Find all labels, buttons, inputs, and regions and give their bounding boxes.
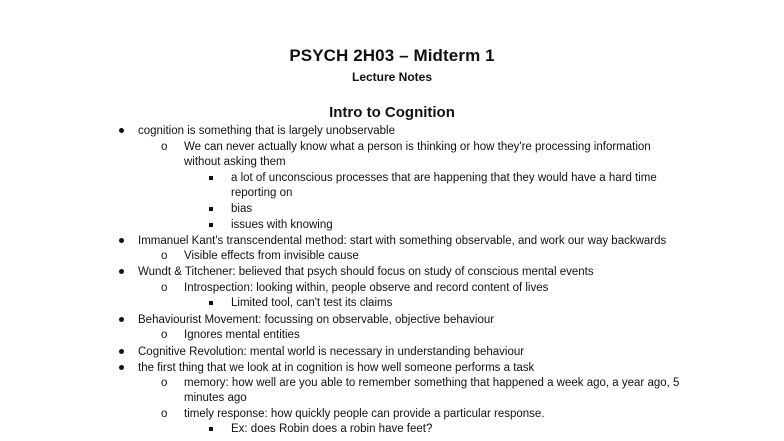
bullet-text: Introspection: looking within, people observe and record content of lives [184, 282, 549, 294]
bullet-text: Behaviourist Movement: focussing on observable, objective behaviour [138, 314, 495, 326]
bullet-text-continued: without asking them [184, 156, 286, 168]
bullet-dot [119, 269, 124, 274]
bullet-dot [119, 349, 124, 354]
bullet-dot [119, 317, 124, 322]
bullet-square [209, 207, 213, 211]
bullet-text: cognition is something that is largely unobservable [138, 125, 395, 137]
section-heading: Intro to Cognition [329, 104, 455, 121]
bullet-square [209, 223, 213, 227]
bullet-text: the first thing that we look at in cognition is how well someone performs a task [138, 362, 535, 374]
bullet-text: timely response: how quickly people can provide a particular response. [184, 408, 545, 420]
bullet-text: bias [231, 203, 253, 215]
bullet-circle: o [161, 141, 168, 153]
bullet-text: Cognitive Revolution: mental world is necessary in understanding behaviour [138, 346, 525, 358]
bullet-text: a lot of unconscious processes that are happening that they would have a hard time [231, 172, 657, 184]
bullet-text: Immanuel Kant's transcendental method: start with something observable, and work our way backwards [138, 235, 667, 247]
bullet-text: issues with knowing [231, 219, 333, 231]
document-title: PSYCH 2H03 – Midterm 1 [289, 46, 495, 65]
bullet-text: memory: how well are you able to remember something that happened a week ago, a year ago, 5 [184, 377, 680, 389]
bullet-square [209, 301, 213, 305]
bullet-square [209, 176, 213, 180]
bullet-dot [119, 128, 124, 133]
bullet-circle: o [161, 282, 168, 294]
bullet-text: Ignores mental entities [184, 329, 300, 341]
bullet-circle: o [161, 408, 168, 420]
bullet-circle: o [161, 377, 168, 389]
bullet-dot [119, 238, 124, 243]
document-subtitle: Lecture Notes [351, 70, 433, 84]
bullet-text: We can never actually know what a person is thinking or how they're processing information [184, 141, 651, 153]
bullet-text-continued: reporting on [231, 187, 293, 199]
bullet-text: Visible effects from invisible cause [184, 250, 359, 262]
bullet-text: Ex: does Robin does a robin have feet? [231, 423, 433, 435]
bullet-text-continued: minutes ago [184, 392, 247, 404]
bullet-text: Wundt & Titchener: believed that psych should focus on study of conscious mental events [138, 266, 594, 278]
bullet-circle: o [161, 329, 168, 341]
bullet-circle: o [161, 250, 168, 262]
bullet-square [209, 427, 213, 431]
bullet-dot [119, 365, 124, 370]
bullet-text: Limited tool, can't test its claims [231, 297, 393, 309]
